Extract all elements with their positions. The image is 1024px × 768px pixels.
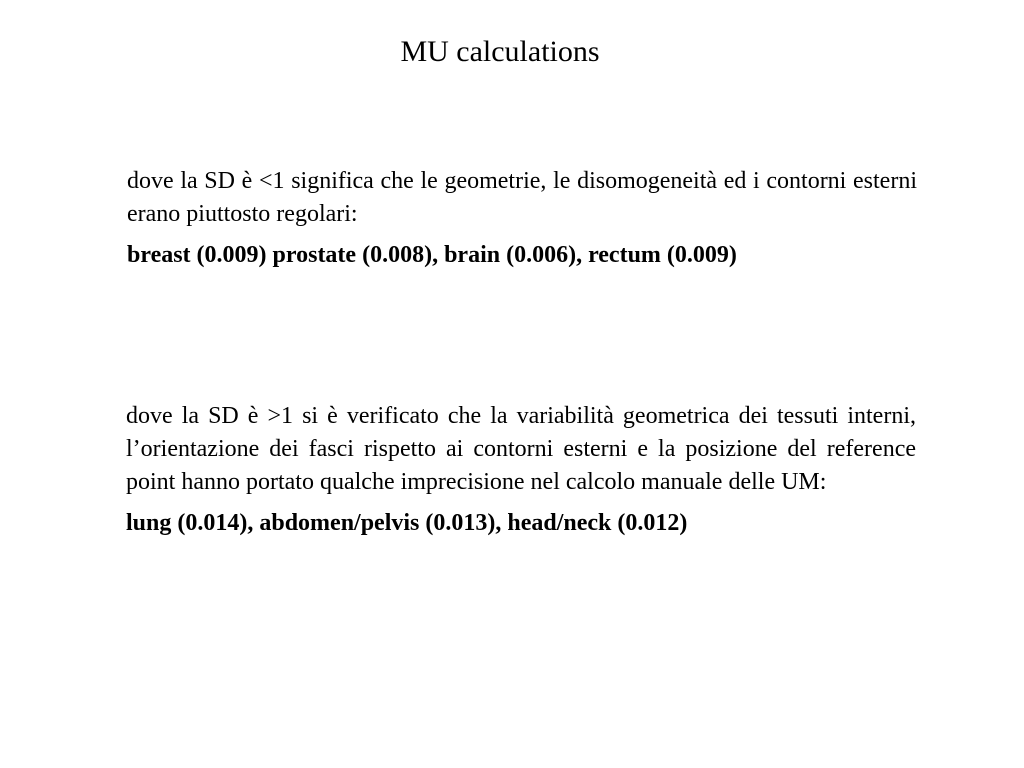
- sd-below-one-section: [127, 165, 917, 272]
- sd-above-one-section: [126, 400, 916, 540]
- sd-above-one-sites: lung (0.014), abdomen/pelvis (0.013), head/neck (0.012): [126, 510, 688, 536]
- sd-below-one-text: dove la SD è <1 significa che le geometrie, le disomogeneità ed i contorni esterni erano piuttosto regolari:: [127, 168, 917, 227]
- sd-below-one-sites: breast (0.009) prostate (0.008), brain (0.006), rectum (0.009): [127, 242, 737, 268]
- sd-above-one-text: dove la SD è >1 si è verificato che la variabilità geometrica dei tessuti interni, l’orientazione dei fasci rispetto ai contorni esterni e la posizione del reference point hanno portato qualche imprecisione nel calcolo manuale delle UM:: [126, 403, 916, 495]
- slide-title: MU calculations: [400, 35, 600, 68]
